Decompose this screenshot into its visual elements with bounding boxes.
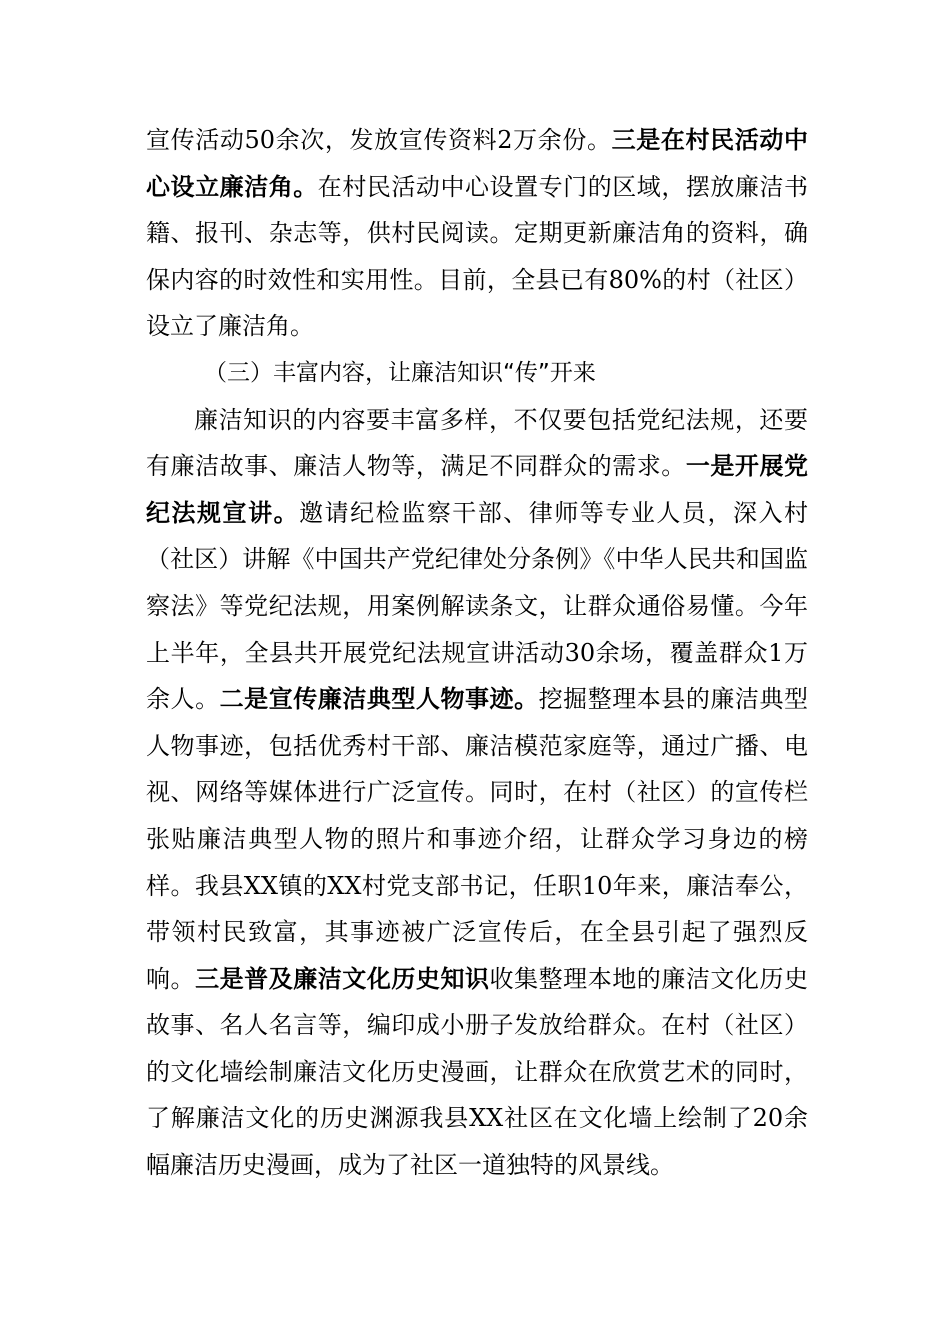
paragraph-2-bold-c: 三是普及廉洁文化历史知识 [195, 963, 490, 993]
paragraph-1-text-a: 宣传活动50余次，发放宣传资料2万余份。 [146, 126, 612, 154]
paragraph-1-bold-a: 三是在村民活动中心设立廉洁角。 [146, 125, 808, 201]
paragraph-2 [146, 397, 808, 1189]
paragraph-2-bold-a: 一是开展党纪法规宣讲。 [146, 451, 809, 527]
paragraph-2-text-c: 挖掘整理本县的廉洁典型人物事迹，包括优秀村干部、廉洁模范家庭等，通过广播、电视、网络等媒体进行广泛宣传。同时，在村（社区）的宣传栏张贴廉洁典型人物的照片和事迹介绍，让群众学习身边的榜样。我县XX镇的XX村党支部书记，任职10年来，廉洁奉公，带领村民致富，其事迹被广泛宣传后，在全县引起了强烈反响。 [146, 685, 809, 993]
paragraph-continued [146, 117, 808, 350]
section-heading: （三）丰富内容，让廉洁知识“传”开来 [204, 359, 596, 386]
paragraph-2-text-d: 收集整理本地的廉洁文化历史故事、名人名言等，编印成小册子发放给群众。在村（社区）的文化墙绘制廉洁文化历史漫画，让群众在欣赏艺术的同时，了解廉洁文化的历史渊源我县XX社区在文化墙上绘制了20余幅廉洁历史漫画，成为了社区一道独特的风景线。 [146, 964, 809, 1180]
paragraph-2-text-b: 邀请纪检监察干部、律师等专业人员，深入村（社区）讲解《中国共产党纪律处分条例》《中华人民共和国监察法》等党纪法规，用案例解读条文，让群众通俗易懂。今年上半年，全县共开展党纪法规宣讲活动30余场，覆盖群众1万余人。 [146, 498, 809, 714]
paragraph-1-text-b: 在村民活动中心设置专门的区域，摆放廉洁书籍、报刊、杂志等，供村民阅读。定期更新廉洁角的资料，确保内容的时效性和实用性。目前，全县已有80%的村（社区）设立了廉洁角。 [146, 172, 809, 341]
paragraph-2-text-a: 廉洁知识的内容要丰富多样，不仅要包括党纪法规，还要有廉洁故事、廉洁人物等，满足不同群众的需求。 [146, 405, 808, 481]
document-body [146, 117, 808, 1189]
paragraph-2-bold-b: 二是宣传廉洁典型人物事迹。 [219, 684, 539, 714]
